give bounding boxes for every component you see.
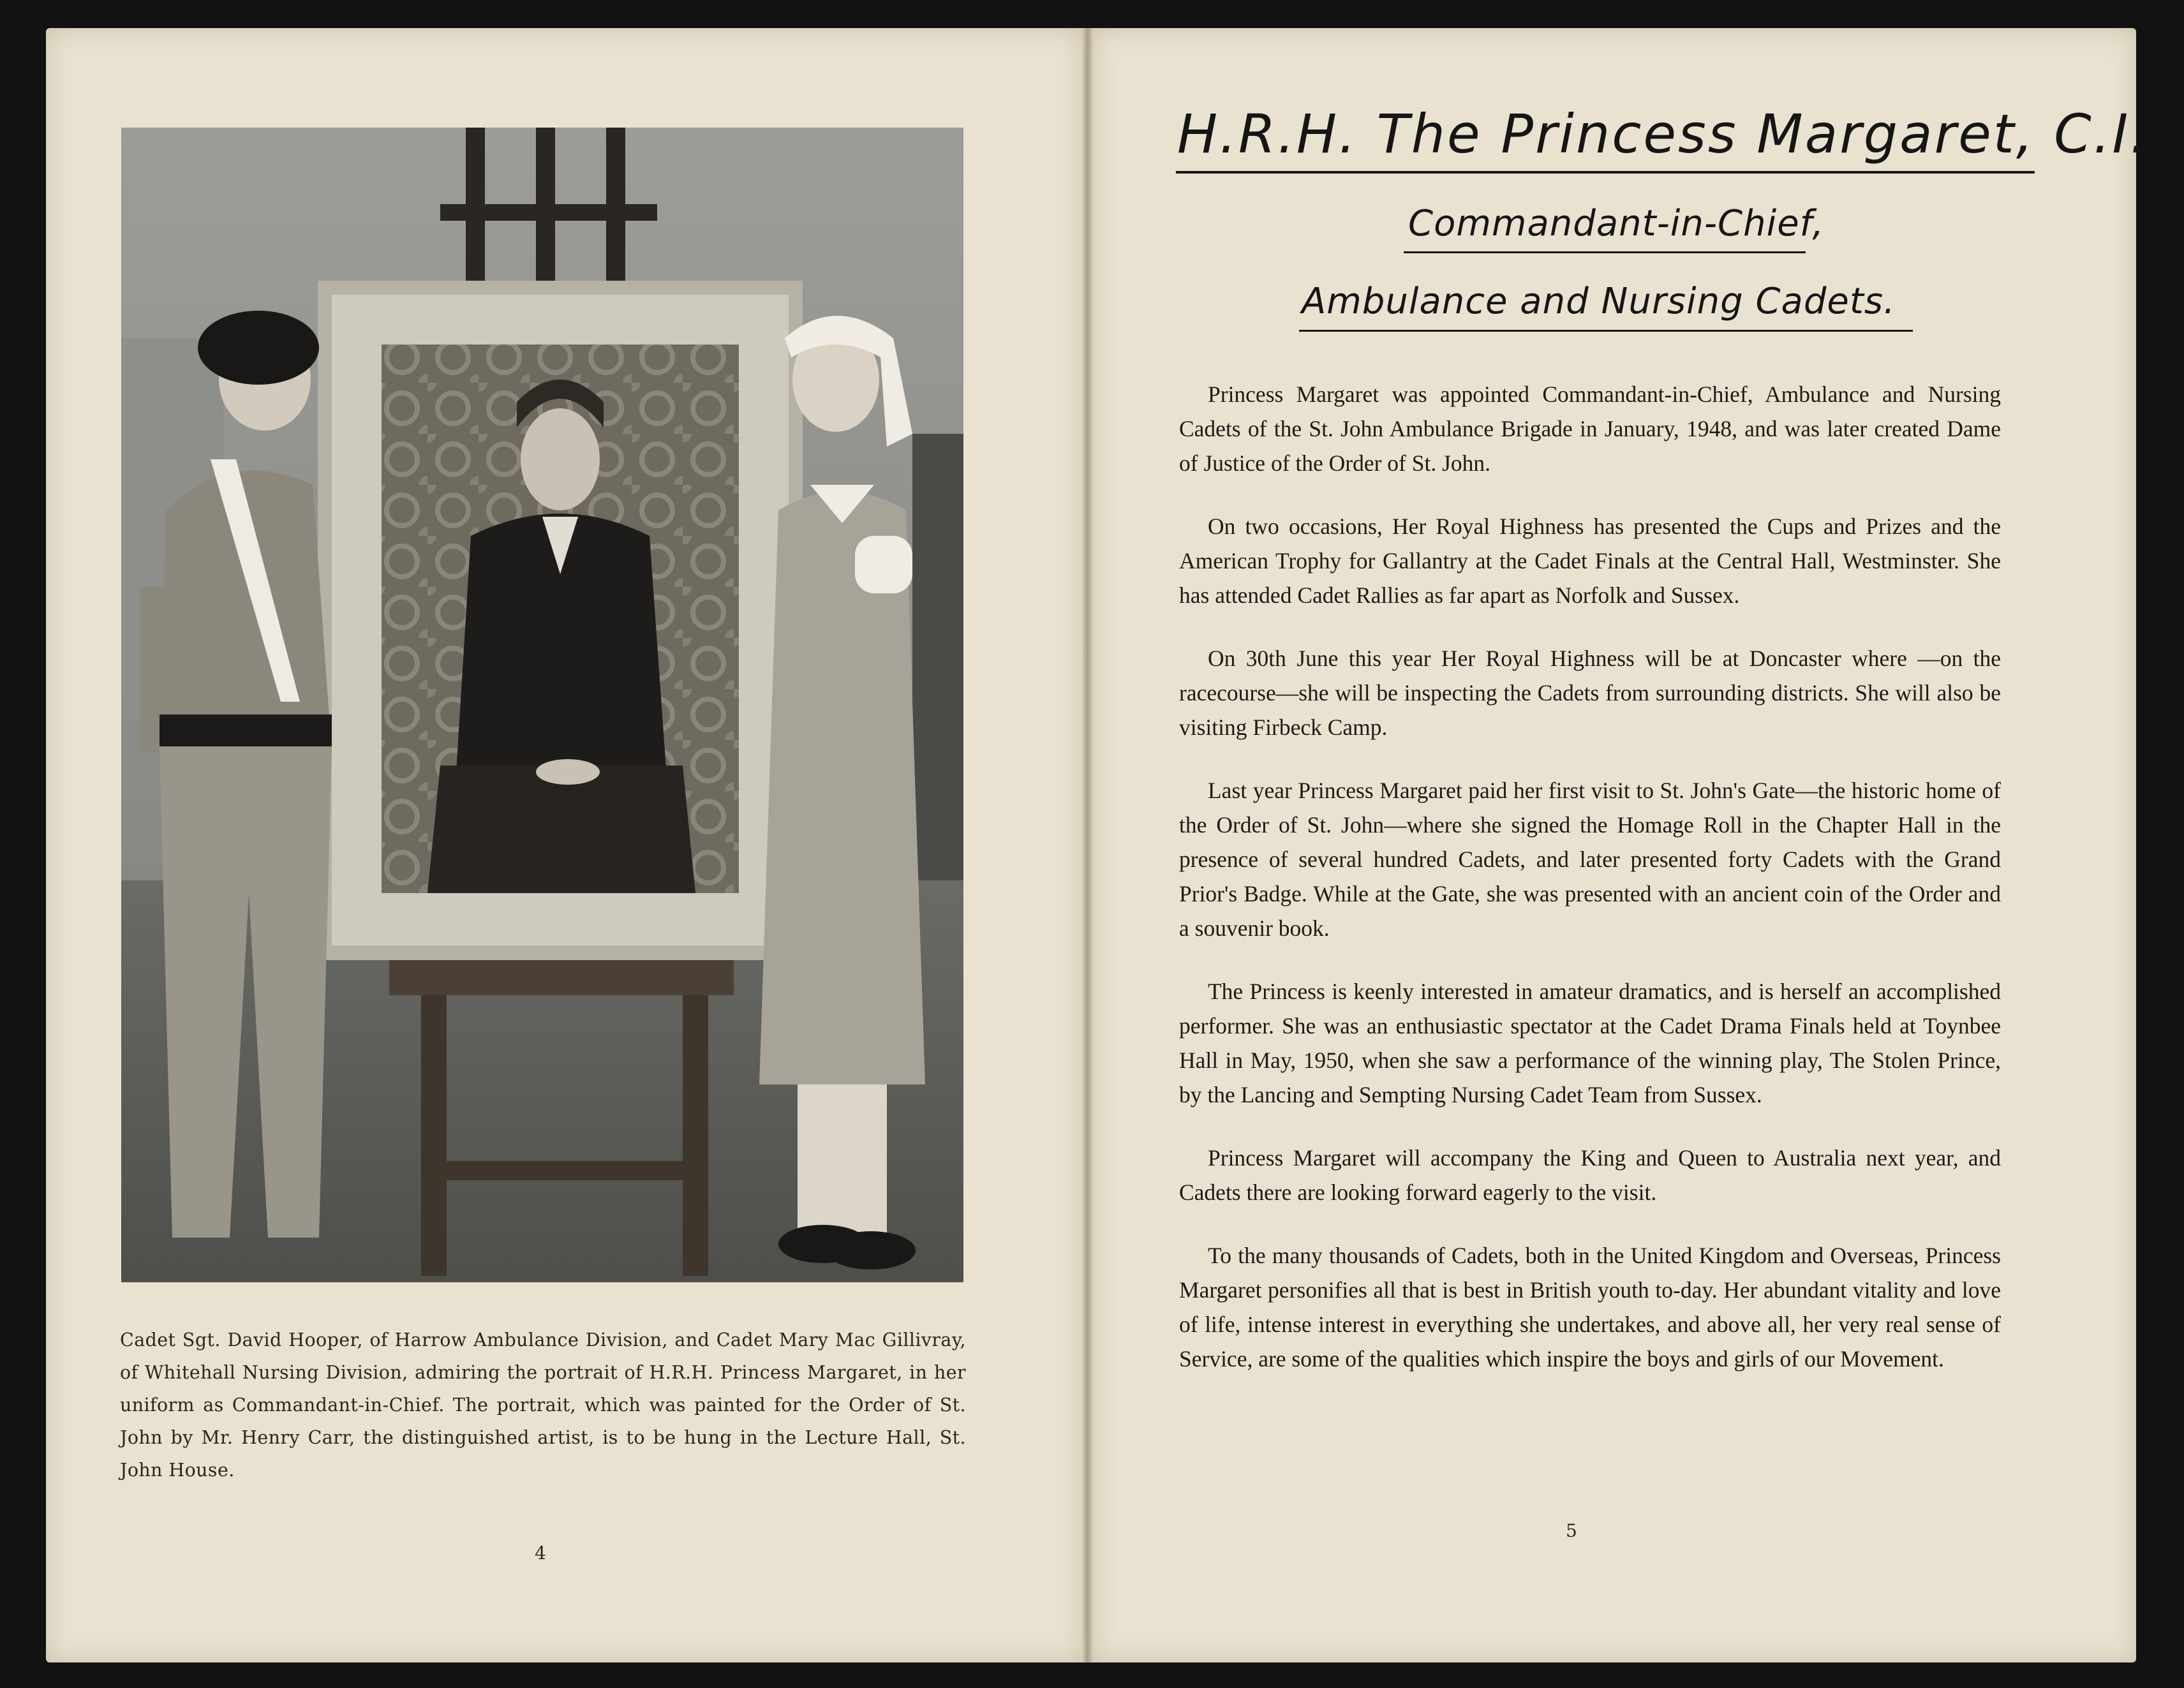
page-number-right: 5 xyxy=(1566,1520,1577,1541)
subtitle-underline-1 xyxy=(1404,251,1806,253)
paragraph: Princess Margaret will accompany the King and Queen to Australia next year, and Cadets there are looking forward eagerly to the visit. xyxy=(1179,1145,2001,1205)
paragraph: Last year Princess Margaret paid her first visit to St. John's Gate—the historic home of the Order of St. John—where she signed the Homage Roll in the Chapter Hall in the presence of several hundred Cadets, and later presented forty Cadets with the Grand Prior's Badge. While at the Gate, she was presented with an ancient coin of the Order and a souvenir book. xyxy=(1179,778,2001,941)
subtitle-commandant: Commandant-in-Chief, xyxy=(1408,203,1825,244)
page-title: H.R.H. The Princess Margaret, C.I. xyxy=(1177,103,2149,165)
paragraph: On two occasions, Her Royal Highness has presented the Cups and Prizes and the American Trophy for Gallantry at the Cadet Finals at the Central Hall, Westminster. She has attended Cadet Rallies as far apart as Norfolk and Sussex. xyxy=(1179,514,2001,608)
paragraph: On 30th June this year Her Royal Highness will be at Doncaster where —on the racecourse—she will be inspecting the Cadets from surrounding districts. She will also be visiting Firbeck Camp. xyxy=(1179,646,2001,740)
article-body xyxy=(1179,377,2001,1376)
paragraph: To the many thousands of Cadets, both in the United Kingdom and Overseas, Princess Margaret personifies all that is best in British youth to-day. Her abundant vitality and love of life, intense interest in everything she undertakes, and above all, her very real sense of Service, are some of the qualities which inspire the boys and girls of our Movement. xyxy=(1179,1243,2001,1372)
page-number-left: 4 xyxy=(535,1543,546,1564)
photo-caption: Cadet Sgt. David Hooper, of Harrow Ambulance Division, and Cadet Mary Mac Gillivray, of Whitehall Nursing Division, admiring the portrait of H.R.H. Princess Margaret, in her uniform as Commandant-in-Chief. The portrait, which was painted for the Order of St. John by Mr. Henry Carr, the distinguished artist, is to be hung in the Lecture Hall, St. John House. xyxy=(120,1329,966,1481)
portrait-photograph xyxy=(121,128,963,1282)
book-gutter xyxy=(1083,28,1092,1662)
subtitle-underline-2 xyxy=(1299,330,1913,332)
subtitle-cadets: Ambulance and Nursing Cadets. xyxy=(1302,281,1896,322)
paragraph: Princess Margaret was appointed Commandant-in-Chief, Ambulance and Nursing Cadets of the St. John Ambulance Brigade in January, 1948, and was later created Dame of Justice of the Order of St. John. xyxy=(1179,381,2001,476)
paragraph: The Princess is keenly interested in amateur dramatics, and is herself an accomplished performer. She was an enthusiastic spectator at the Cadet Drama Finals held at Toynbee Hall in May, 1950, when she saw a performance of the winning play, The Stolen Prince, by the Lancing and Sempting Nursing Cadet Team from Sussex. xyxy=(1179,979,2001,1107)
title-underline xyxy=(1176,171,2035,174)
